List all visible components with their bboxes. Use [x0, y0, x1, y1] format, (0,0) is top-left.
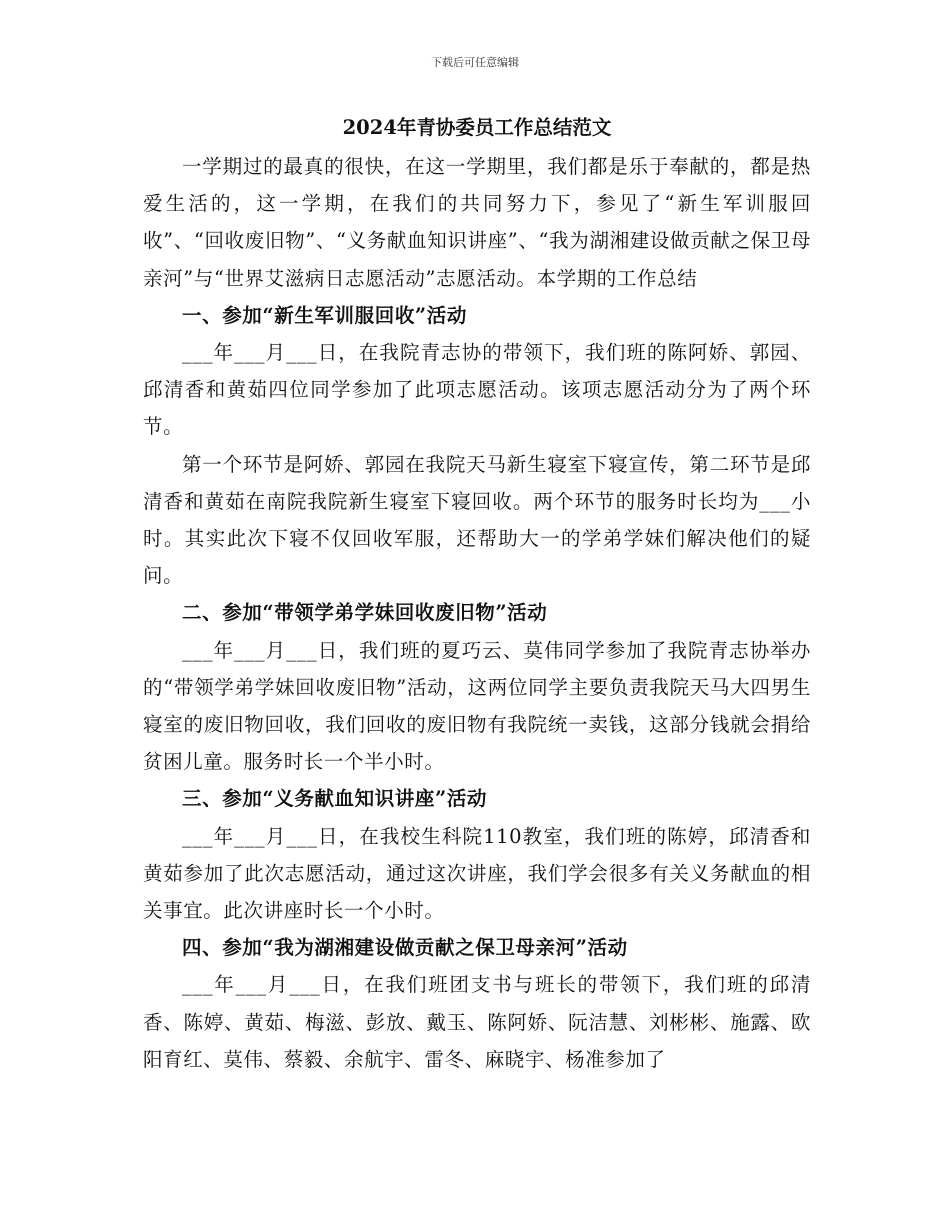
- section-2-paragraph: ___年___月___日，我们班的夏巧云、莫伟同学参加了我院青志协举办的“带领学弟学妹回收废旧物”活动，这两位同学主要负责我院天马大四男生寝室的废旧物回收，我们回收的废旧物有我院统一卖钱，这部分钱就会捐给贫困儿童。服务时长一个半小时。: [143, 638, 811, 774]
- intro-paragraph: 一学期过的最真的很快，在这一学期里，我们都是乐于奉献的，都是热爱生活的，这一学期，在我们的共同努力下，参见了“新生军训服回收”、“回收废旧物”、“义务献血知识讲座”、“我为湖湘建设做贡献之保卫母亲河”与“世界艾滋病日志愿活动”志愿活动。本学期的工作总结: [143, 155, 811, 290]
- document-title: 2024年青协委员工作总结范文: [342, 116, 612, 139]
- section-heading-2: 二、参加“带领学弟学妹回收废旧物”活动: [182, 601, 548, 625]
- document-body: [143, 114, 811, 1078]
- section-3-paragraph: ___年___月___日，在我校生科院110教室，我们班的陈婷，邱清香和黄茹参加了此次志愿活动，通过这次讲座，我们学会很多有关义务献血的相关事宜。此次讲座时长一个小时。: [143, 824, 811, 923]
- section-heading-4: 四、参加“我为湖湘建设做贡献之保卫母亲河”活动: [182, 936, 628, 960]
- section-1-paragraph-2: 第一个环节是阿娇、郭园在我院天马新生寝室下寝宣传，第二环节是邱清香和黄茹在南院我院新生寝室下寝回收。两个环节的服务时长均为___小时。其实此次下寝不仅回收军服，还帮助大一的学弟学妹们解决他们的疑问。: [143, 452, 811, 588]
- section-heading-3: 三、参加“义务献血知识讲座”活动: [182, 787, 488, 811]
- section-heading-1: 一、参加“新生军训服回收”活动: [182, 303, 467, 327]
- page-header-note: 下载后可任意编辑: [431, 56, 519, 69]
- section-4-paragraph: ___年___月___日，在我们班团支书与班长的带领下，我们班的邱清香、陈婷、黄茹、梅滋、彭放、戴玉、陈阿娇、阮洁慧、刘彬彬、施露、欧阳育红、莫伟、蔡毅、余航宇、雷冬、麻晓宇、杨准参加了: [143, 973, 811, 1071]
- section-1-paragraph-1: ___年___月___日，在我院青志协的带领下，我们班的陈阿娇、郭园、邱清香和黄茹四位同学参加了此项志愿活动。该项志愿活动分为了两个环节。: [143, 341, 811, 439]
